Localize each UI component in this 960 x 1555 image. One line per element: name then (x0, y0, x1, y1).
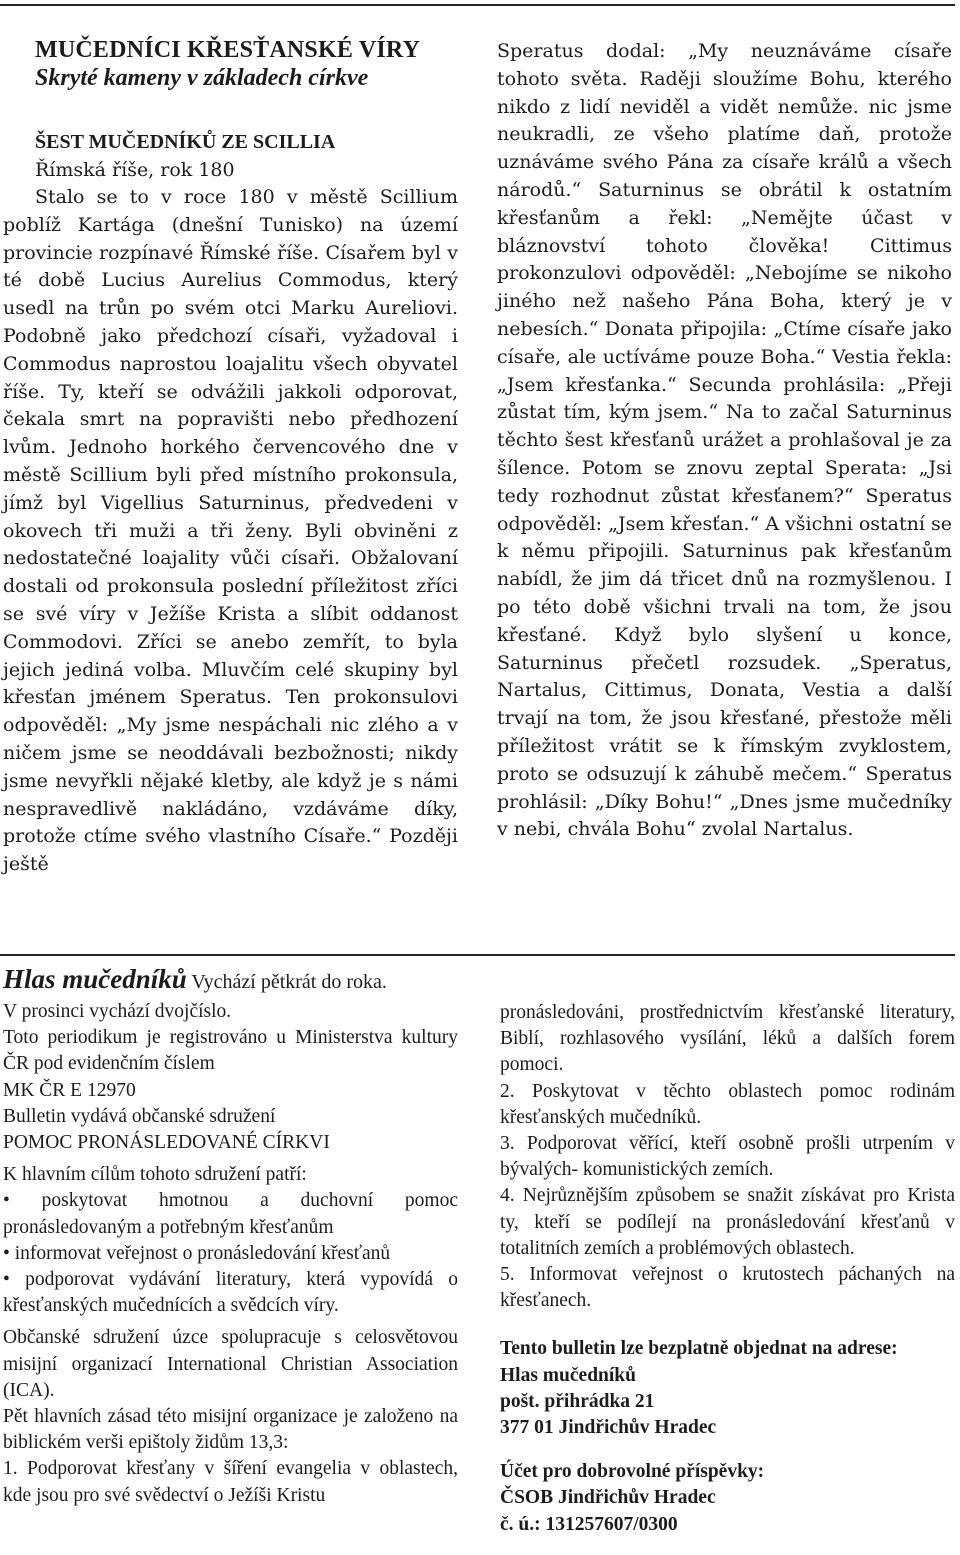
bank-name: ČSOB Jindřichův Hradec (500, 1487, 716, 1509)
account-number: č. ú.: 131257607/0300 (500, 1513, 678, 1535)
principle-item: 3. Podporovat věřící, kteří osobně prošli utrpením v bývalých- komunistických zemích. (500, 1133, 955, 1181)
account-label: Účet pro dobrovolné příspěvky: (500, 1461, 765, 1483)
article-body-left-text: Stalo se to v roce 180 v městě Scillium poblíž Kartága (dnešní Tunisko) na území provincie rozpínavé Římské říše. Císařem byl v té době Lucius Aurelius Commodus, který usedl na trůn po svém otci Marku Aureliovi. Podobně jako předchozí císaři, vyžadoval i Commodus naprostou loajalitu všech obyvatel říše. Ty, kteří se odvážili jakkoli odporovat, čekala smrt na popravišti nebo předhození lvům. Jednoho horkého červencového dne v městě Scillium byli před místního prokonsula, jímž byl Vigellius Saturninus, předvedeni v okovech tři muži a tři ženy. Byli obviněni z nedostatečné loajality vůči císaři. Obžalovaní dostali od prokonsula poslední příležitost zříci se své víry v Ježíše Krista a slíbit oddanost Commodovi. Zříci se anebo zemřít, to byla jejich jediná volba. Mluvčím celé skupiny byl křesťan jménem Speratus. Ten prokonsulovi odpověděl: „My jsme nespáchali nic zlého a v ničem jsme se neoddávali bezbožnosti; nikdy jsme nevyřkli nějaké kletby, ale když je s námi nespravedlivě nakládáno, vzdáváme díky, protože ctíme svého vlastního Císaře.“ Později ještě (3, 186, 458, 876)
section-heading: ŠEST MUČEDNÍKŮ ZE SCILLIA (35, 131, 336, 153)
middle-divider (0, 954, 955, 956)
registration-note: Toto periodikum je registrováno u Ministerstva kultury ČR pod evidenčním číslem (3, 1027, 458, 1075)
address-city: 377 01 Jindřichův Hradec (500, 1417, 717, 1439)
principles-continued (500, 1000, 955, 1538)
article-title: MUČEDNÍCI KŘESŤANSKÉ VÍRY (35, 37, 421, 63)
address-box: pošt. přihrádka 21 (500, 1390, 655, 1412)
address-name: Hlas mučedníků (500, 1364, 636, 1386)
goal-item: • informovat veřejnost o pronásledování křesťanů (3, 1242, 391, 1264)
principle-item: pronásledováni, prostřednictvím křesťanské literatury, Biblí, rozhlasového vysílání, léků a dalších forem pomoci. (500, 1002, 955, 1076)
publisher-name: POMOC PRONÁSLEDOVANÉ CÍRKVI (3, 1132, 330, 1154)
top-divider (0, 4, 955, 6)
masthead-block (3, 962, 458, 1509)
goals-intro: K hlavním cílům tohoto sdružení patří: (3, 1164, 307, 1186)
masthead-name: Hlas mučedníků (3, 964, 187, 994)
principle-item: 4. Nejrůznějším způsobem se snažit získávat pro Krista ty, kteří se podílejí na pronásledování křesťanů v totalitních zemích a problémových oblastech. (500, 1185, 955, 1259)
goal-item: • podporovat vydávání literatury, která vypovídá o křesťanských mučednících a svědcích víry. (3, 1269, 458, 1317)
article-body-left (3, 184, 458, 879)
article-header (3, 36, 458, 92)
registration-number: MK ČR E 12970 (3, 1079, 136, 1101)
section-subheading: Římská říše, rok 180 (35, 159, 235, 181)
article-body-right: Speratus dodal: „My neuznáváme císaře tohoto světa. Raději sloužíme Bohu, kterého nikdo z lidí neviděl a vidět nemůže. nic jsme neukradli, ze všeho platíme daň, protože uznáváme svého Pána za císaře králů a všech národů.“ Saturninus se obrátil k ostatním křesťanům a řekl: „Nemějte účast v bláznovství tohoto člověka! Cittimus prokonzulovi odpověděl: „Nebojíme se nikoho jiného než našeho Pána Boha, který je v nebesích.“ Donata připojila: „Ctíme císaře jako císaře, ale uctíváme pouze Boha.“ Vestia řekla: „Jsem křesťanka.“ Secunda prohlásila: „Přeji zůstat tím, kým jsem.“ Na to začal Saturninus těchto šest křesťanů urážet a prohlašoval je za šílence. Potom se znovu zeptal Sperata: „Jsi tedy rozhodnut zůstat křesťanem?“ Speratus odpověděl: „Jsem křesťan.“ A všichni ostatní se k němu připojili. Saturninus pak křesťanům nabídl, že jim dá třicet dnů na rozmyšlenou. I po této době všichni trvali na tom, že jsou křesťané. Když bylo slyšení u konce, Saturninus přečetl rozsudek. „Speratus, Nartalus, Cittimus, Donata, Vestia a další trvají na tom, že jsou křesťané, přestože měli příležitost vrátit se k římským zvyklostem, proto se odsuzují k záhubě mečem.“ Speratus prohlásil: „Díky Bohu!“ „Dnes jsme mučedníky v nebi, chvála Bohu“ zvolal Nartalus. (497, 40, 952, 841)
article-subtitle: Skryté kameny v základech církve (35, 65, 369, 91)
cooperation-note: Občanské sdružení úzce spolupracuje s celosvětovou misijní organizací International Christian Association (ICA). (3, 1327, 458, 1401)
publisher-line: Bulletin vydává občanské sdružení (3, 1105, 276, 1127)
article-left-column (3, 36, 458, 879)
principles-intro: Pět hlavních zásad této misijní organizace je založeno na biblickém verši epištoly židům 13,3: (3, 1406, 458, 1454)
article-right-column (497, 38, 952, 844)
principle-item: 1. Podporovat křesťany v šíření evangelia v oblastech, kde jsou pro své svědectví o Ježíši Kristu (3, 1458, 458, 1506)
masthead-frequency: Vychází pětkrát do roka. (191, 971, 387, 993)
principle-item: 2. Poskytovat v těchto oblastech pomoc rodinám křesťanských mučedníků. (500, 1080, 955, 1128)
order-line: Tento bulletin lze bezplatně objednat na adrese: (500, 1338, 898, 1360)
principle-item: 5. Informovat veřejnost o krutostech páchaných na křesťanech. (500, 1264, 955, 1312)
masthead-line (3, 962, 458, 999)
december-note: V prosinci vychází dvojčíslo. (3, 1001, 232, 1022)
goal-item: • poskytovat hmotnou a duchovní pomoc pronásledovaným a potřebným křesťanům (3, 1190, 458, 1238)
